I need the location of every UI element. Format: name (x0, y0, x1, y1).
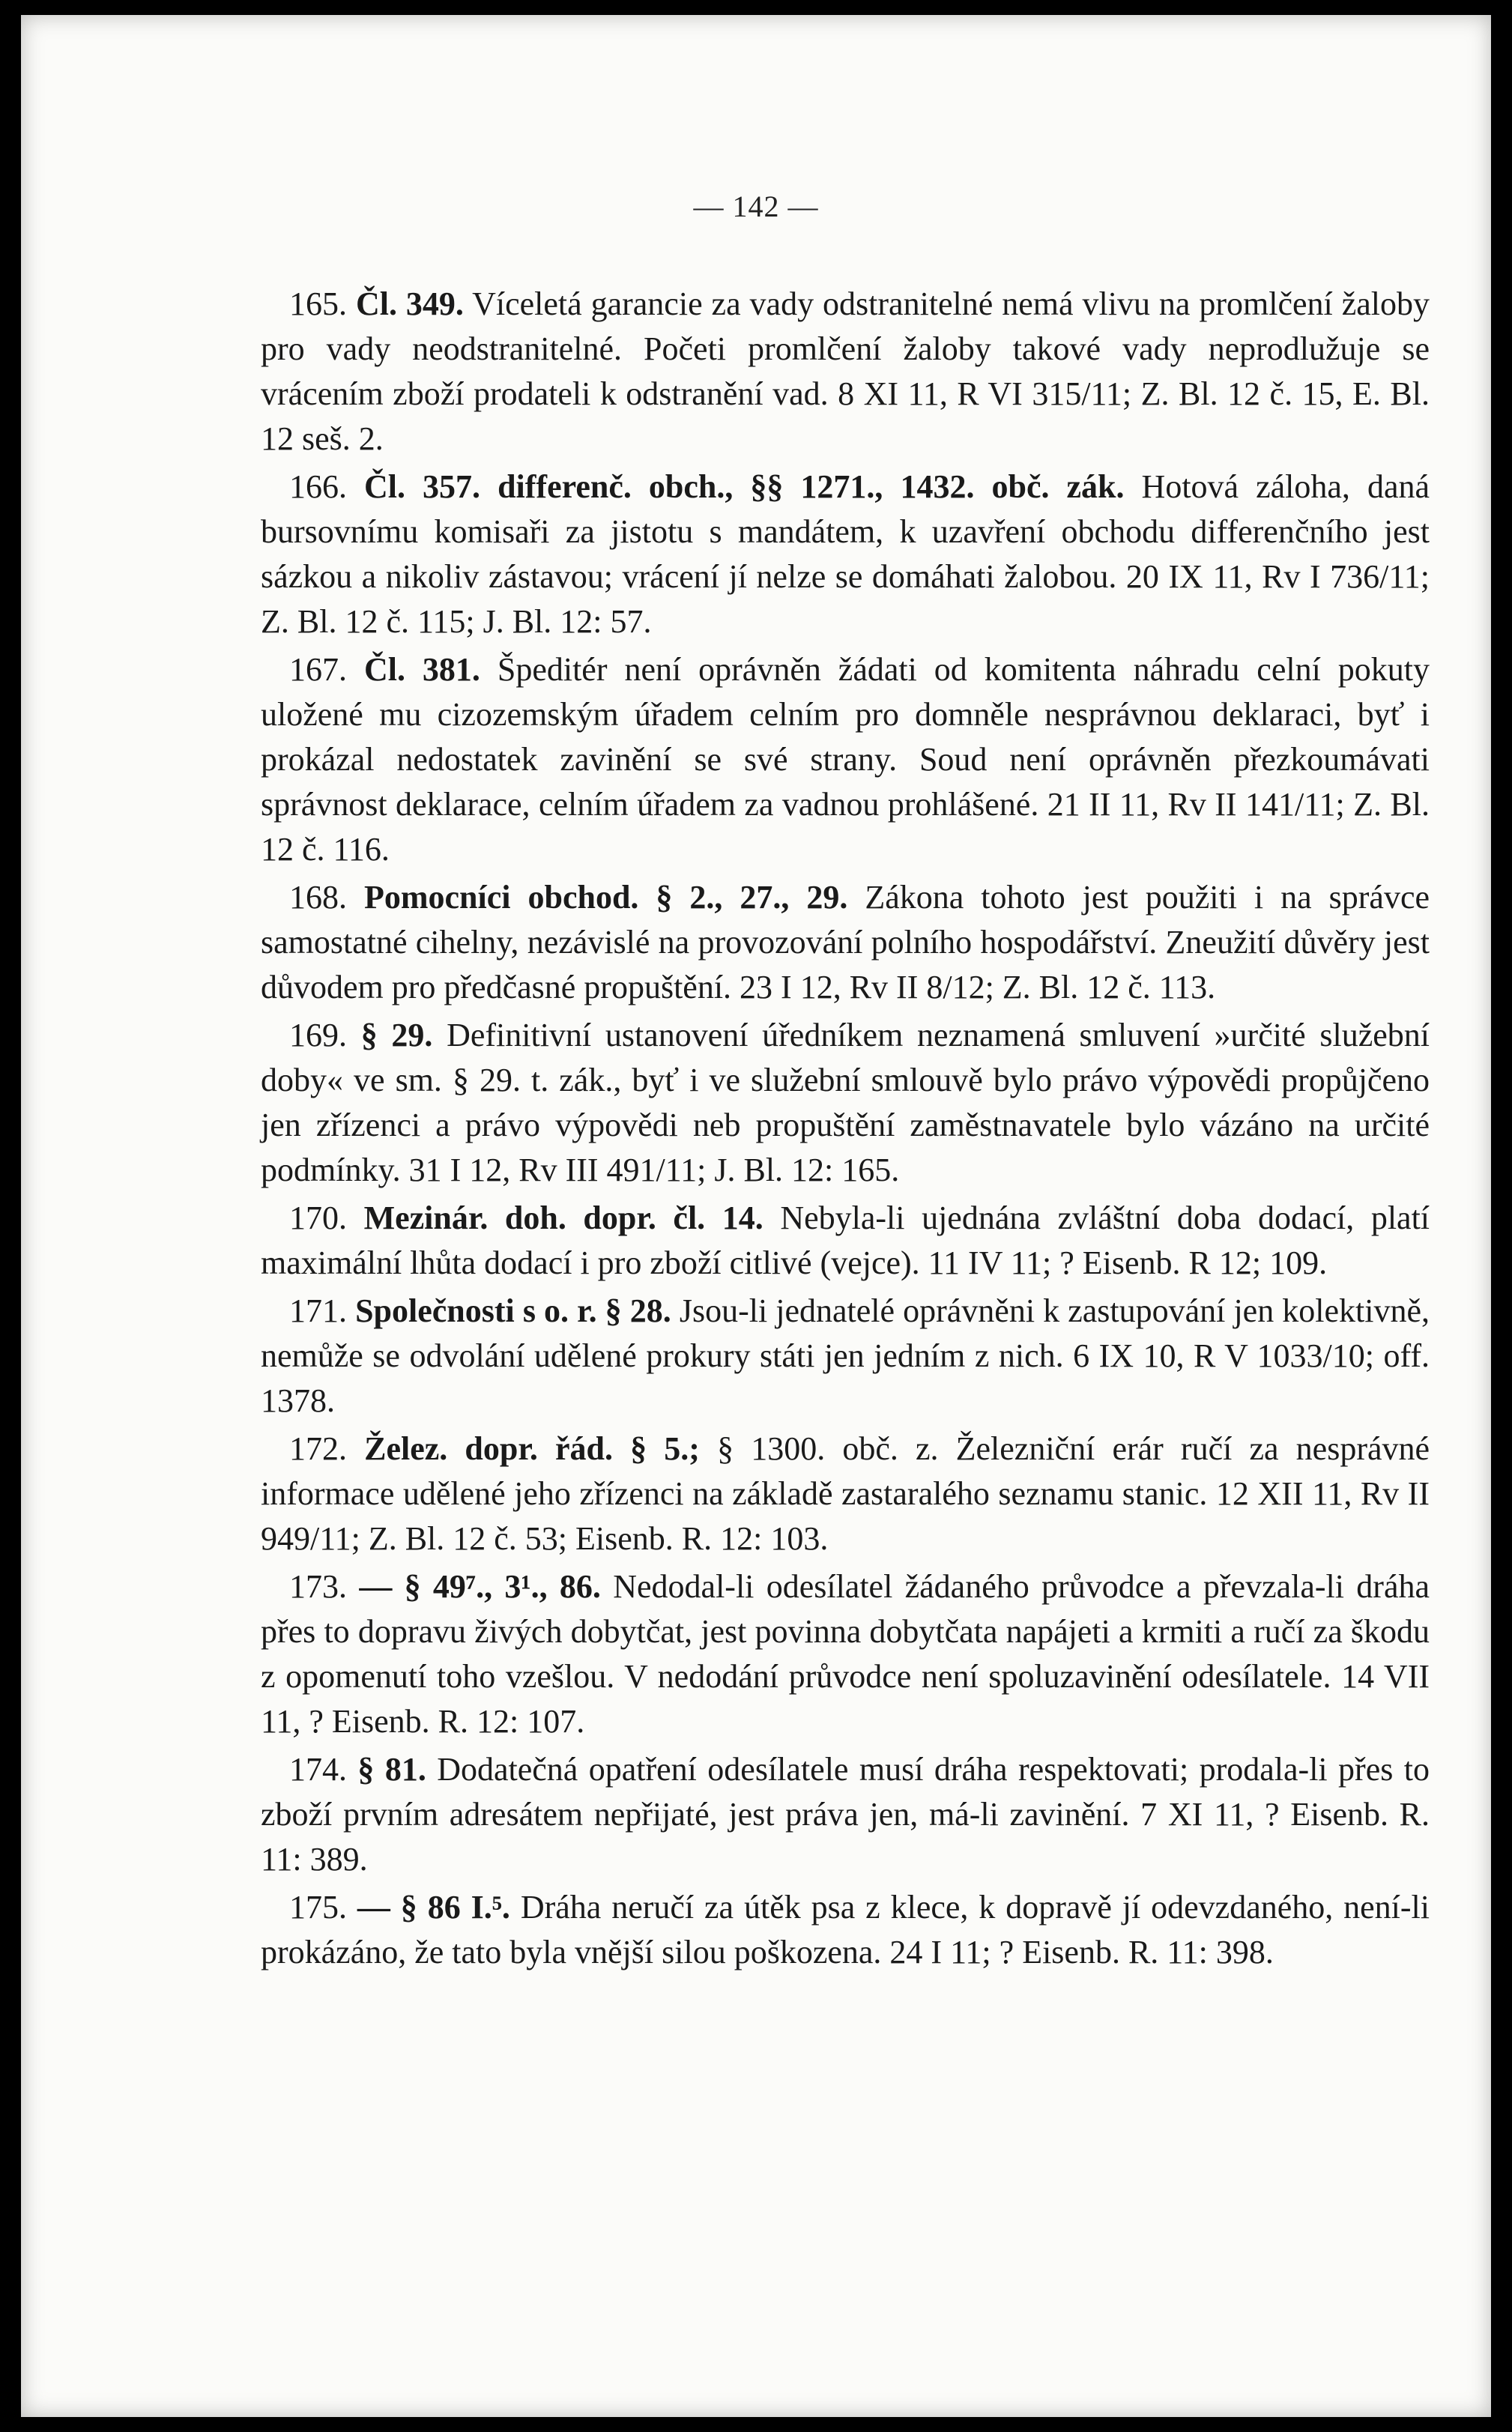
entry-text: Víceletá garancie za vady odstranitelné nemá vlivu na promlčení žaloby pro vady neodstranitelné. Početi promlčení žaloby takové vady neprodlužuje se vrácením zboží prodateli k odstranění vad. 8 XI 11, R VI 315/11; Z. Bl. 12 č. 15, E. Bl. 12 seš. 2. (261, 285, 1430, 457)
entry-heading: Mezinár. doh. dopr. čl. 14. (363, 1200, 763, 1236)
entry-heading: Želez. dopr. řád. § 5.; (364, 1430, 700, 1467)
entry-number: 167. (289, 651, 347, 688)
entry-number: 168. (289, 879, 347, 916)
entry-heading: Čl. 357. differenč. obch., §§ 1271., 1432. obč. zák. (364, 468, 1125, 505)
entry-175 (261, 1885, 1430, 1975)
entry-number: 173. (289, 1568, 347, 1605)
entry-number: 174. (289, 1751, 347, 1788)
entry-173 (261, 1564, 1430, 1744)
entry-text: Jsou-li jednatelé oprávněni k zastupování jen kolektivně, nemůže se odvolání udělené prokury státi jen jedním z nich. 6 IX 10, R V 1033/10; off. 1378. (261, 1292, 1430, 1419)
entry-heading: — § 86 I.⁵. (357, 1889, 510, 1926)
entry-text: Dodatečná opatření odesílatele musí dráha respektovati; prodala-li přes to zboží prvním adresátem nepřijaté, jest práva jen, má-li zavinění. 7 XI 11, ? Eisenb. R. 11: 389. (261, 1751, 1430, 1878)
page-number: — 142 — (693, 190, 819, 223)
entry-text: Nedodal-li odesílatel žádaného průvodce a převzala-li dráha přes to dopravu živých dobytčat, jest povinna dobytčata napájeti a krmiti a ručí za škodu z opomenutí toho vzešlou. V nedodání průvodce není spoluzavinění odesílatele. 14 VII 11, ? Eisenb. R. 12: 107. (261, 1568, 1430, 1740)
entry-number: 169. (289, 1017, 347, 1053)
book-page (21, 15, 1491, 2417)
entry-number: 171. (289, 1292, 347, 1329)
entry-text: Dráha neručí za útěk psa z klece, k dopravě jí odevzdaného, není-li prokázáno, že tato byla vnější silou poškozena. 24 I 11; ? Eisenb. R. 11: 398. (261, 1889, 1430, 1970)
entry-heading: § 81. (357, 1751, 426, 1788)
entry-heading: — § 49⁷., 3¹., 86. (359, 1568, 601, 1605)
entry-text: Zákona tohoto jest použiti i na správce samostatné cihelny, nezávislé na provozování polního hospodářství. Zneužití důvěry jest důvodem pro předčasné propuštění. 23 I 12, Rv II 8/12; Z. Bl. 12 č. 113. (261, 879, 1430, 1005)
entry-text: Nebyla-li ujednána zvláštní doba dodací, platí maximální lhůta dodací i pro zboží citlivé (vejce). 11 IV 11; ? Eisenb. R 12; 109. (261, 1200, 1430, 1281)
entry-heading: Čl. 381. (363, 651, 480, 688)
entry-number: 172. (289, 1430, 347, 1467)
entry-165 (261, 282, 1430, 462)
entry-heading: § 29. (360, 1017, 433, 1053)
entry-170 (261, 1196, 1430, 1286)
entry-167 (261, 647, 1430, 872)
entry-heading: Společnosti s o. r. § 28. (355, 1292, 671, 1329)
entry-168 (261, 875, 1430, 1010)
entry-number: 170. (289, 1200, 347, 1236)
entry-171 (261, 1289, 1430, 1424)
entry-169 (261, 1013, 1430, 1193)
entry-text: § 1300. obč. z. Železniční erár ručí za nesprávné informace udělené jeho zřízenci na základě zastaralého seznamu stanic. 12 XII 11, Rv II 949/11; Z. Bl. 12 č. 53; Eisenb. R. 12: 103. (261, 1430, 1430, 1557)
page-body (261, 282, 1430, 1978)
entry-172 (261, 1427, 1430, 1561)
entry-174 (261, 1747, 1430, 1882)
entry-heading: Pomocníci obchod. § 2., 27., 29. (363, 879, 848, 916)
entry-number: 175. (289, 1889, 347, 1926)
entry-heading: Čl. 349. (355, 285, 464, 322)
entry-166 (261, 465, 1430, 644)
entry-text: Špeditér není oprávněn žádati od komitenta náhradu celní pokuty uložené mu cizozemským úřadem celním pro domněle nesprávnou deklaraci, byť i prokázal nedostatek zavinění se své strany. Soud není oprávněn přezkoumávati správnost deklarace, celním úřadem za vadnou prohlášené. 21 II 11, Rv II 141/11; Z. Bl. 12 č. 116. (261, 651, 1430, 868)
entry-number: 165. (289, 285, 347, 322)
entry-text: Hotová záloha, daná bursovnímu komisaři za jistotu s mandátem, k uzavření obchodu differenčního jest sázkou a nikoliv zástavou; vrácení jí nelze se domáhati žalobou. 20 IX 11, Rv I 736/11; Z. Bl. 12 č. 115; J. Bl. 12: 57. (261, 468, 1430, 640)
entry-text: Definitivní ustanovení úředníkem neznamená smluvení »určité služební doby« ve sm. § 29. t. zák., byť i ve služební smlouvě bylo právo výpovědi propůjčeno jen zřízenci a právo výpovědi neb propuštění zaměstnavatele bylo vázáno na určité podmínky. 31 I 12, Rv III 491/11; J. Bl. 12: 165. (261, 1017, 1430, 1188)
entry-number: 166. (289, 468, 347, 505)
